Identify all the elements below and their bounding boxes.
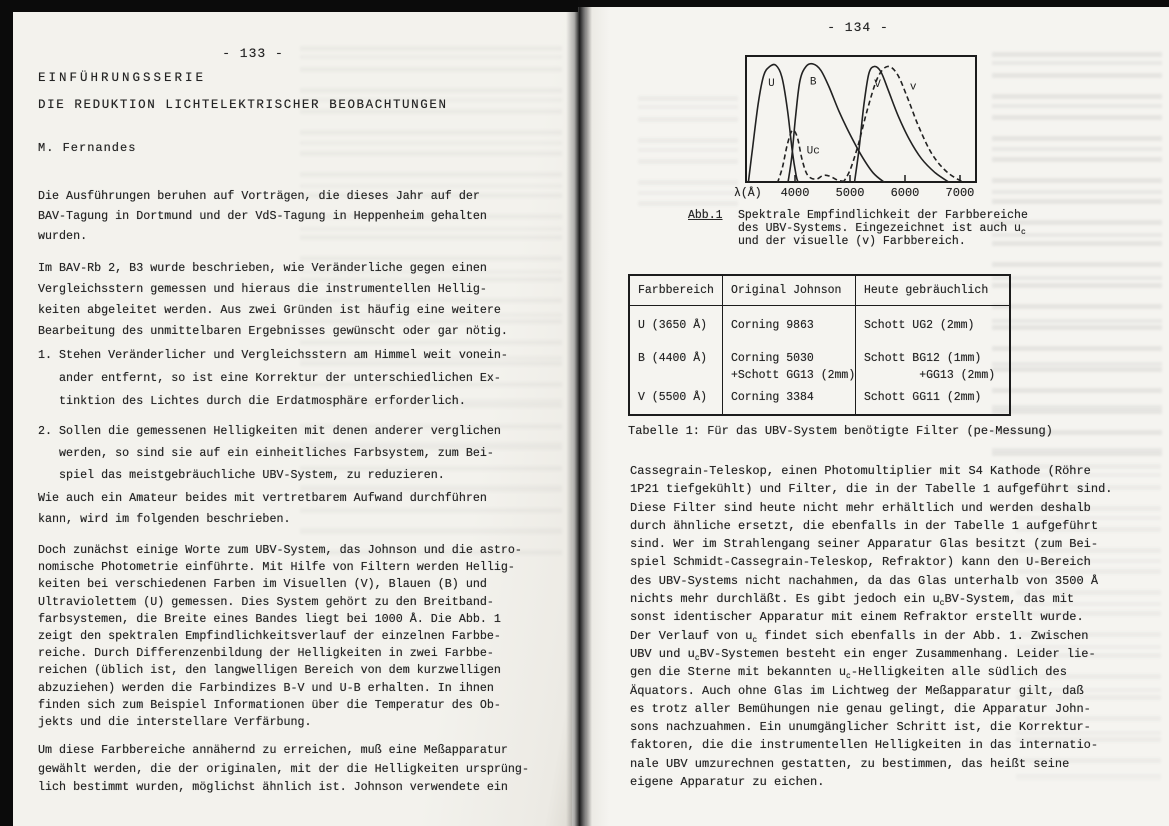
table-cell-line: +GG13 (2mm) [864,369,996,382]
text-line: reiche. Durch Differenzenbildung der Helligkeiten in zwei Farbbe- [38,646,494,661]
text-line: Wie auch ein Amateur beides mit vertretbarem Aufwand durchführen [38,491,487,505]
text-line: und der visuelle (v) Farbbereich. [738,235,966,249]
text-line: durch ähnliche ersetzt, die ebenfalls in der Tabelle 1 aufgeführt [630,518,1099,533]
text-line: sind. Wer im Strahlengang seiner Apparatur Glas besitzt (zum Bei- [630,537,1099,552]
figure-caption-label: Abb.1 [688,209,723,222]
table-header-cell [855,276,1009,306]
text-line: Äquators. Auch ohne Glas im Lichtweg der Meßapparatur gilt, daß [630,683,1084,698]
text-line: farbsystemen, die Breite eines Bandes liegt bei 1000 Å. Die Abb. 1 [38,611,501,626]
filter-table [628,274,1011,416]
x-tick-label: 6000 [890,186,920,200]
table-cell [855,306,1009,344]
curve-B [788,64,885,183]
text-line: Der Verlauf von $u_c$ findet sich ebenfalls in der Abb. 1. Zwischen [630,628,1089,645]
author-name: M. Fernandes [38,141,137,155]
table-cell-line: Corning 5030 [731,352,814,365]
text-line: des UBV-Systems. Eingezeichnet ist auch $u_c$ [738,222,1026,238]
paragraph [38,258,508,342]
text-line: gewählt werden, die der originalen, mit der die Helligkeiten ursprüng- [38,761,529,776]
table-cell-line: Heute gebräuchlich [864,284,989,297]
table-cell-line: Schott GG11 (2mm) [864,391,982,404]
table-cell-line: Original Johnson [731,284,842,297]
text-line: nale UBV umzurechnen gestatten, zu bestimmen, das heißt seine [630,756,1070,771]
text-line: Bearbeitung des unmittelbaren Ergebnisses gewünscht oder gar nötig. [38,324,508,338]
list-item-2 [38,420,501,486]
curve-label-v: v [909,81,917,94]
table-cell-line: Schott UG2 (2mm) [864,319,975,332]
table-cell-line: Schott BG12 (1mm) [864,352,982,365]
table-cell [722,306,855,344]
text-line: nichts mehr durchläßt. Es gibt jedoch ein $u_cBV$-System, das mit [630,592,1075,609]
scan-edge-top-left [0,0,578,12]
paragraph [38,542,522,731]
text-line: spiel das meistgebräuchliche UBV-System, zu reduzieren. [38,468,445,482]
text-line: Diese Filter sind heute nicht mehr erhältlich und werden deshalb [630,500,1091,515]
x-tick-label: 4000 [780,186,810,200]
table-cell [855,388,1009,414]
figure-abb1-chart [745,55,977,183]
text-line: gen die Sterne mit bekannten $u_c$-Helligkeiten alle südlich des [630,665,1067,682]
paragraph [38,488,487,529]
text-line: wurden. [38,229,88,243]
text-line: Spektrale Empfindlichkeit der Farbbereiche [738,209,1028,222]
table-cell [855,344,1009,388]
text-line: BAV-Tagung in Dortmund und der VdS-Tagung in Heppenheim gehalten [38,209,487,223]
x-tick-label: 5000 [835,186,865,200]
table-cell [630,306,722,344]
text-line: keiten bei verschiedenen Farben im Visuellen (V), Blauen (B) und [38,577,487,592]
scan-edge-left [0,0,13,826]
text-line: Vergleichsstern gemessen und hieraus die instrumentellen Hellig- [38,282,487,296]
table-cell-line: Corning 9863 [731,319,814,332]
list-item-1 [38,344,508,413]
x-tick-label: 7000 [945,186,975,200]
text-line: 2. Sollen die gemessenen Helligkeiten mit denen anderer verglichen [38,424,501,438]
x-axis-label: λ(Å) [734,187,762,200]
text-line: finden sich zum Beispiel Informationen über die Temperatur des Ob- [38,697,501,712]
table-cell [630,344,722,388]
text-line: 1P21 tiefgekühlt) und Filter, die in der Tabelle 1 aufgeführt sind. [630,482,1113,497]
text-line: es trotz aller Bemühungen nie genau gelingt, die Apparatur John- [630,701,1091,716]
text-line: Ultraviolettem (U) gemessen. Dies System gehört zu den Breitband- [38,594,494,609]
text-line: keiten abgeleitet werden. Aus zwei Gründen ist häufig eine weitere [38,303,501,317]
text-line: zeigt den spektralen Empfindlichkeitsverlauf der einzelnen Farbbe- [38,629,501,644]
table-caption: Tabelle 1: Für das UBV-System benötigte Filter (pe-Messung) [628,424,1053,438]
text-line: faktoren, die die instrumentellen Helligkeiten in das internatio- [630,738,1099,753]
curve-label-Uc: Uc [806,145,820,158]
text-line: 1. Stehen Veränderlicher und Vergleichsstern am Himmel weit vonein- [38,348,508,362]
table-header-cell [630,276,722,306]
spectral-response-plot [745,55,977,183]
text-line: UBV und $u_cBV$-Systemen besteht ein enger Zusammenhang. Leider lie- [630,646,1096,663]
table-cell-line: Corning 3384 [731,391,814,404]
text-line: lich bestimmt wurden, möglichst ähnlich ist. Johnson verwendete ein [38,780,508,794]
table-cell-line: +Schott GG13 (2mm) [731,369,856,382]
text-line: jekts und die interstellare Verfärbung. [38,715,312,730]
book-gutter [566,0,592,826]
curve-label-V: V [874,79,881,92]
text-line: spiel Schmidt-Cassegrain-Teleskop, Refraktor) kann den U-Bereich [630,555,1091,570]
text-line: Die Ausführungen beruhen auf Vorträgen, die dieses Jahr auf der [38,189,480,203]
paragraph [38,186,487,246]
text-line: des UBV-Systems nicht nachahmen, da das Glas unterhalb von 3500 Å [630,573,1099,588]
text-line: Um diese Farbbereiche annähernd zu erreichen, muß eine Meßapparatur [38,743,508,757]
text-line: eigene Apparatur zu eichen. [630,775,825,790]
text-line: Doch zunächst einige Worte zum UBV-System, das Johnson und die astro- [38,543,522,557]
text-line: abzuziehen) werden die Farbindizes B-V und U-B erhalten. In ihnen [38,680,494,695]
text-line: sons nachzuahmen. Ein unumgänglicher Schritt ist, die Korrektur- [630,720,1091,735]
page-number: - 134 - [827,20,889,35]
page-number: - 133 - [222,46,284,61]
body-text [630,462,1112,791]
text-line: ander entfernt, so ist eine Korrektur der unterschiedlichen Ex- [38,371,501,385]
x-axis-tick-labels [745,186,977,202]
table-cell-line: B (4400 Å) [638,352,708,365]
table-cell [630,388,722,414]
article-title: DIE REDUKTION LICHTELEKTRISCHER BEOBACHTUNGEN [38,98,448,112]
table-cell-line: V (5500 Å) [638,391,708,404]
figure-caption [738,209,1028,249]
table-cell-line: Farbbereich [638,284,714,297]
table-cell [722,388,855,414]
table-header-cell [722,276,855,306]
text-line: tinktion des Lichtes durch die Erdatmosphäre erforderlich. [38,394,466,408]
text-line: werden, so sind sie auf ein einheitliches Farbsystem, zum Bei- [38,446,494,460]
bleed-through-texture [992,52,1162,456]
scan-edge-top-right [578,0,1169,7]
text-line: kann, wird im folgenden beschrieben. [38,511,291,526]
text-line: Im BAV-Rb 2, B3 wurde beschrieben, wie Veränderliche gegen einen [38,261,487,275]
bleed-through-texture [638,96,738,208]
paragraph [38,741,529,797]
table-cell [722,344,855,388]
curve-label-B: B [809,76,817,89]
text-line: sonst identischer Apparatur mit einem Refraktor erstellt wurde. [630,610,1084,625]
table-cell-line: U (3650 Å) [638,319,708,332]
text-line: Cassegrain-Teleskop, einen Photomultiplier mit S4 Kathode (Röhre [630,464,1091,478]
curve-label-U: U [768,77,775,90]
text-line: nomische Photometrie einführte. Mit Hilfe von Filtern werden Hellig- [38,560,515,575]
series-kicker: EINFÜHRUNGSSERIE [38,71,207,85]
text-line: reichen (üblich ist, den langwelligen Bereich von dem kurzwelligen [38,663,501,678]
